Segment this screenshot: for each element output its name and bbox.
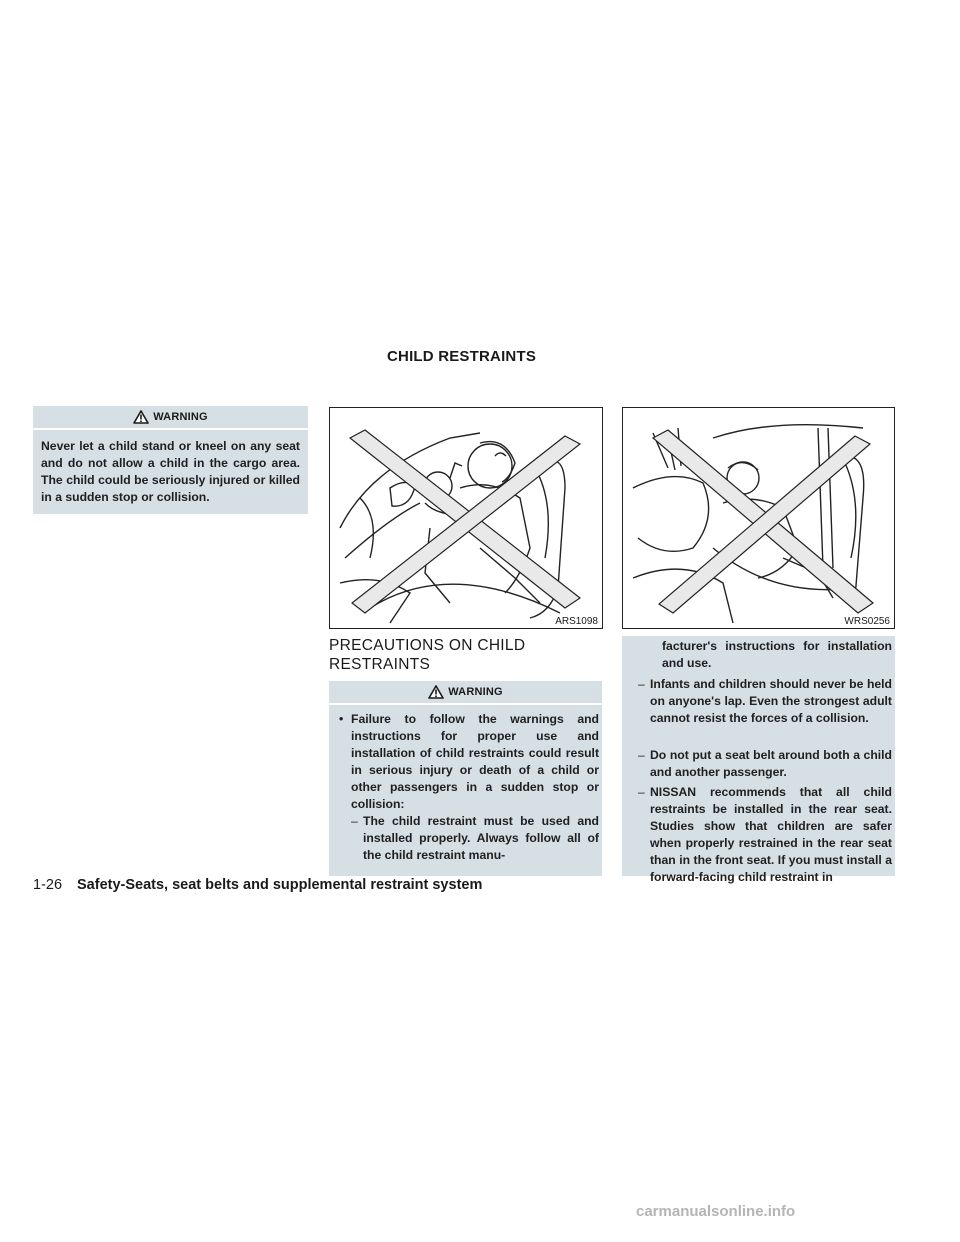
sub-item-text: Do not put a seat belt around both a child and another passenger. [650, 748, 892, 779]
list-item [638, 747, 892, 781]
figure-child-airbag [622, 407, 895, 629]
list-item [339, 711, 599, 813]
warning-box-standing [33, 406, 308, 514]
dash-mark: – [638, 785, 645, 799]
dash-mark: – [638, 677, 645, 691]
figure-code: WRS0256 [844, 616, 890, 627]
child-airbag-illustration [623, 408, 894, 628]
list-item [351, 813, 599, 864]
section-title: CHILD RESTRAINTS [387, 348, 537, 365]
bullet-text: Failure to follow the warnings and instructions for proper use and installation of child restraints could result in serious injury or death of a child or other passengers in a sudden stop or collision: [351, 712, 599, 811]
warning-box-continued [622, 636, 895, 884]
chapter-title: Safety-Seats, seat belts and supplemental restraint system [77, 877, 483, 893]
sub-item-text: NISSAN recommends that all child restraints be installed in the rear seat. Studies show that children are safer when properly restrained in the rear seat than in the front seat. If you must install a forward-facing child restraint in [650, 785, 892, 884]
page-number: 1-26 [33, 877, 63, 893]
figure-child-front-seat [329, 407, 603, 629]
figure-code: ARS1098 [555, 616, 598, 627]
warning-triangle-icon [428, 685, 444, 699]
sub-item-text: facturer's instructions for installation and use. [662, 639, 892, 670]
list-item [638, 676, 892, 727]
warning-box-precautions [329, 681, 602, 876]
dash-mark: – [351, 814, 358, 828]
watermark: carmanualsonline.info [636, 1203, 796, 1220]
warning-header [329, 681, 602, 705]
precautions-heading: PRECAUTIONS ON CHILD RESTRAINTS [329, 637, 526, 673]
dash-mark: – [638, 748, 645, 762]
warning-text: Never let a child stand or kneel on any seat and do not allow a child in the cargo area. The child could be seriously injured or killed in a sudden stop or collision. [41, 439, 300, 504]
sub-item-text: The child restraint must be used and installed properly. Always follow all of the child restraint manu- [363, 814, 599, 862]
sub-item-text: Infants and children should never be held on anyone's lap. Even the strongest adult cannot resist the forces of a collision. [650, 677, 892, 725]
warning-label: WARNING [153, 411, 208, 423]
child-on-lap-illustration [330, 408, 602, 628]
warning-triangle-icon [133, 410, 149, 424]
bullet-mark: • [339, 712, 344, 726]
warning-header [33, 406, 308, 430]
list-item-continued [650, 638, 892, 672]
warning-label: WARNING [448, 686, 503, 698]
list-item [638, 784, 892, 886]
